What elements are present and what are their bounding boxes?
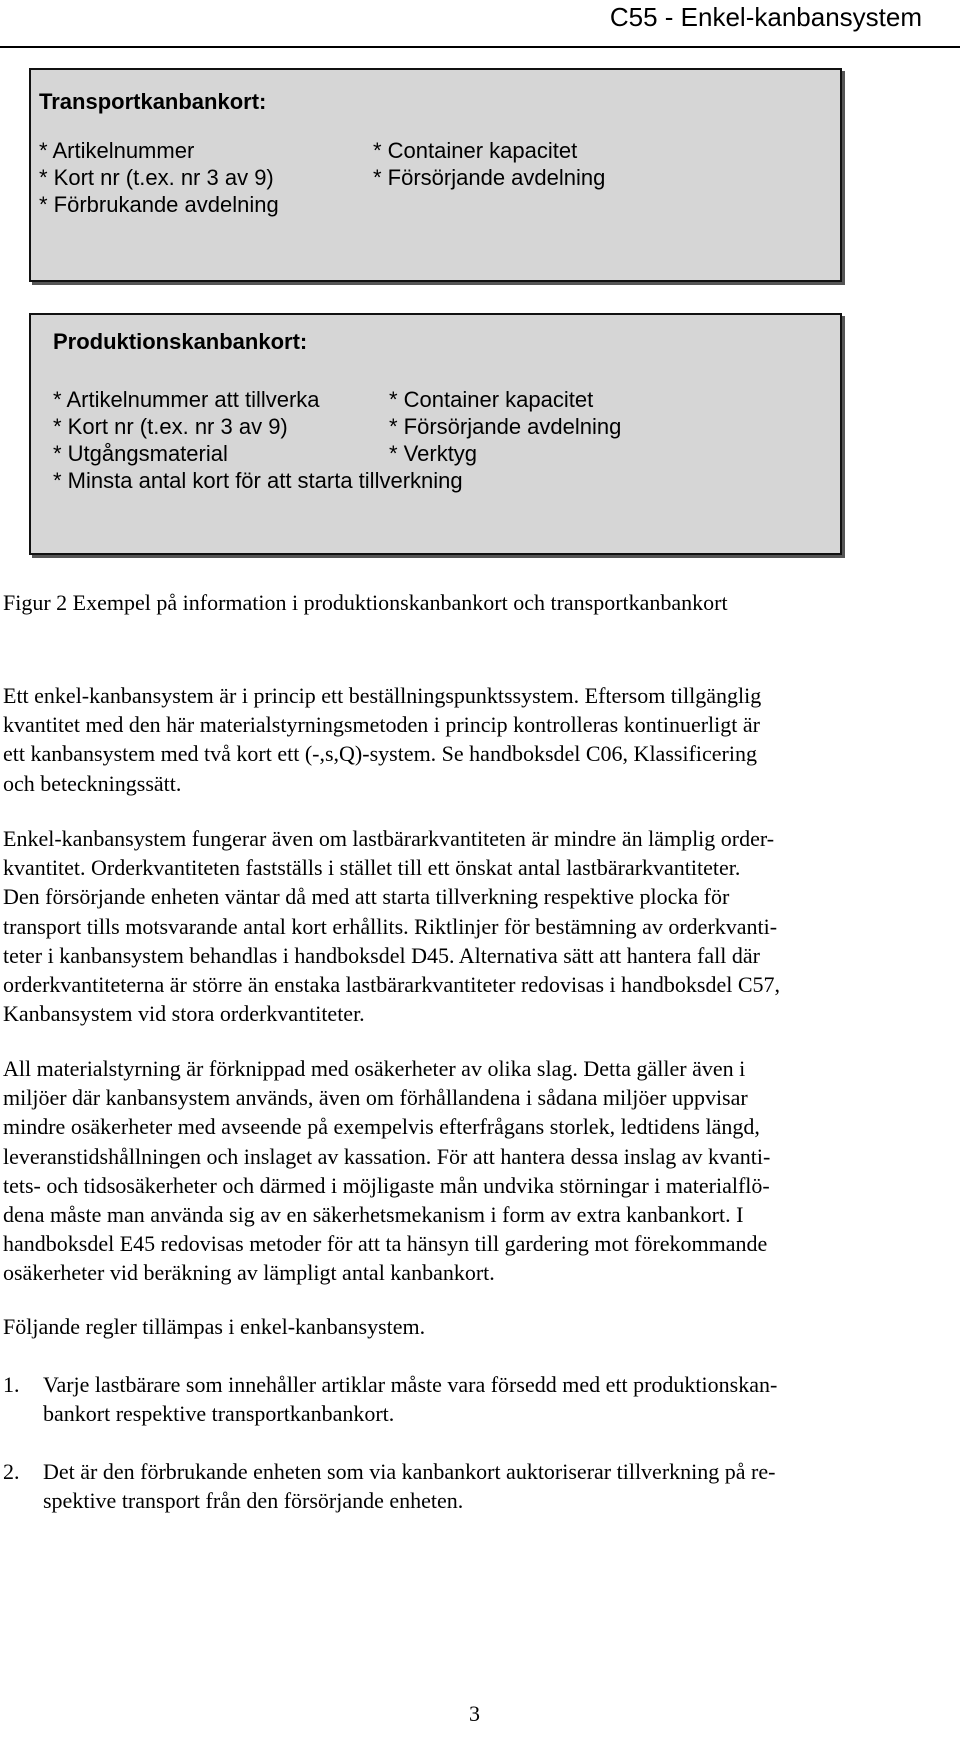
paragraph-line: och beteckningssätt. <box>3 770 182 796</box>
page-header-title: C55 - Enkel-kanbansystem <box>609 2 922 32</box>
list-item-line: spektive transport från den försörjande enheten. <box>43 1488 464 1514</box>
transport-card-field: * Förbrukande avdelning <box>39 192 279 217</box>
paragraph-line: orderkvantiteterna är större än enstaka lastbärarkvantiteter redovisas i handboksdel C57, <box>3 972 781 998</box>
production-card-field: * Verktyg <box>389 441 478 466</box>
paragraph-line: Ett enkel-kanbansystem är i princip ett beställningspunktssystem. Eftersom tillgänglig <box>3 683 762 708</box>
header-divider <box>0 46 960 48</box>
paragraph-line: Enkel-kanbansystem fungerar även om lastbärarkvantiteten är mindre än lämplig order- <box>3 826 775 851</box>
transport-kanban-card <box>29 68 842 282</box>
transport-card-field: * Artikelnummer <box>39 138 195 163</box>
transport-card-field: * Kort nr (t.ex. nr 3 av 9) <box>39 165 274 190</box>
paragraph-line: mindre osäkerheter med avseende på exempelvis efterfrågans storlek, ledtidens längd, <box>3 1114 760 1140</box>
paragraph-line: All materialstyrning är förknippad med osäkerheter av olika slag. Detta gäller även i <box>3 1056 746 1081</box>
transport-card-field: * Försörjande avdelning <box>373 165 606 190</box>
paragraph-line: tets- och tidsosäkerheter och därmed i möjligaste mån undvika störningar i materialflö- <box>3 1172 770 1198</box>
production-card-field: * Utgångsmaterial <box>53 441 228 466</box>
list-item-line: Det är den förbrukande enheten som via kanbankort auktoriserar tillverkning på re- <box>43 1459 776 1484</box>
list-item-line: bankort respektive transportkanbankort. <box>43 1401 395 1427</box>
list-item-number: 2. <box>3 1459 20 1484</box>
body-paragraph <box>3 1312 925 1341</box>
paragraph-line: transport tills motsvarande antal kort erhållits. Riktlinjer för bestämning av orderkvanti- <box>3 913 778 939</box>
figure-caption: Figur 2 Exempel på information i produktionskanbankort och transportkanbankort <box>3 590 728 615</box>
page-number: 3 <box>469 1701 480 1726</box>
paragraph-line: Den försörjande enheten väntar då med att starta tillverkning respektive plocka för <box>3 884 730 910</box>
paragraph-line: handboksdel E45 redovisas metoder för att ta hänsyn till gardering mot förekommande <box>3 1231 768 1257</box>
paragraph-line: Följande regler tillämpas i enkel-kanbansystem. <box>3 1314 426 1339</box>
production-card-field: * Kort nr (t.ex. nr 3 av 9) <box>53 414 288 439</box>
paragraph-line: dena måste man använda sig av en säkerhetsmekanism i form av extra kanbankort. I <box>3 1202 744 1228</box>
production-card-field: * Försörjande avdelning <box>389 414 622 439</box>
paragraph-line: ett kanbansystem med två kort ett (-,s,Q)-system. Se handboksdel C06, Klassificering <box>3 741 757 767</box>
list-item-line: Varje lastbärare som innehåller artiklar måste vara försedd med ett produktionskan- <box>43 1372 778 1397</box>
body-paragraph <box>3 824 925 1028</box>
production-card-field: * Minsta antal kort för att starta tillverkning <box>53 468 463 493</box>
body-paragraph <box>3 1054 925 1288</box>
production-kanban-card <box>29 313 842 555</box>
production-card-field: * Artikelnummer att tillverka <box>53 387 320 412</box>
list-item-number: 1. <box>3 1372 20 1397</box>
body-paragraph <box>3 681 925 798</box>
paragraph-line: teter i kanbansystem behandlas i handboksdel D45. Alternativa sätt att hantera fall där <box>3 942 760 968</box>
paragraph-line: kvantitet. Orderkvantiteten fastställs i stället till ett önskat antal lastbärarkvantiteter. <box>3 855 741 881</box>
paragraph-line: miljöer där kanbansystem används, även om förhållandena i sådana miljöer uppvisar <box>3 1085 748 1111</box>
transport-card-title: Transportkanbankort: <box>39 89 267 114</box>
transport-card-field: * Container kapacitet <box>373 138 578 163</box>
paragraph-line: kvantitet med den här materialstyrningsmetoden i princip kontrolleras kontinuerligt är <box>3 712 760 738</box>
production-card-title: Produktionskanbankort: <box>53 329 308 354</box>
list-item <box>3 1370 948 1430</box>
paragraph-line: osäkerheter vid beräkning av lämpligt antal kanbankort. <box>3 1260 495 1286</box>
paragraph-line: Kanbansystem vid stora orderkvantiteter. <box>3 1001 365 1027</box>
paragraph-line: leveranstidshållningen och inslaget av kassation. För att hantera dessa inslag av kvanti- <box>3 1143 771 1169</box>
production-card-field: * Container kapacitet <box>389 387 594 412</box>
list-item <box>3 1457 948 1517</box>
